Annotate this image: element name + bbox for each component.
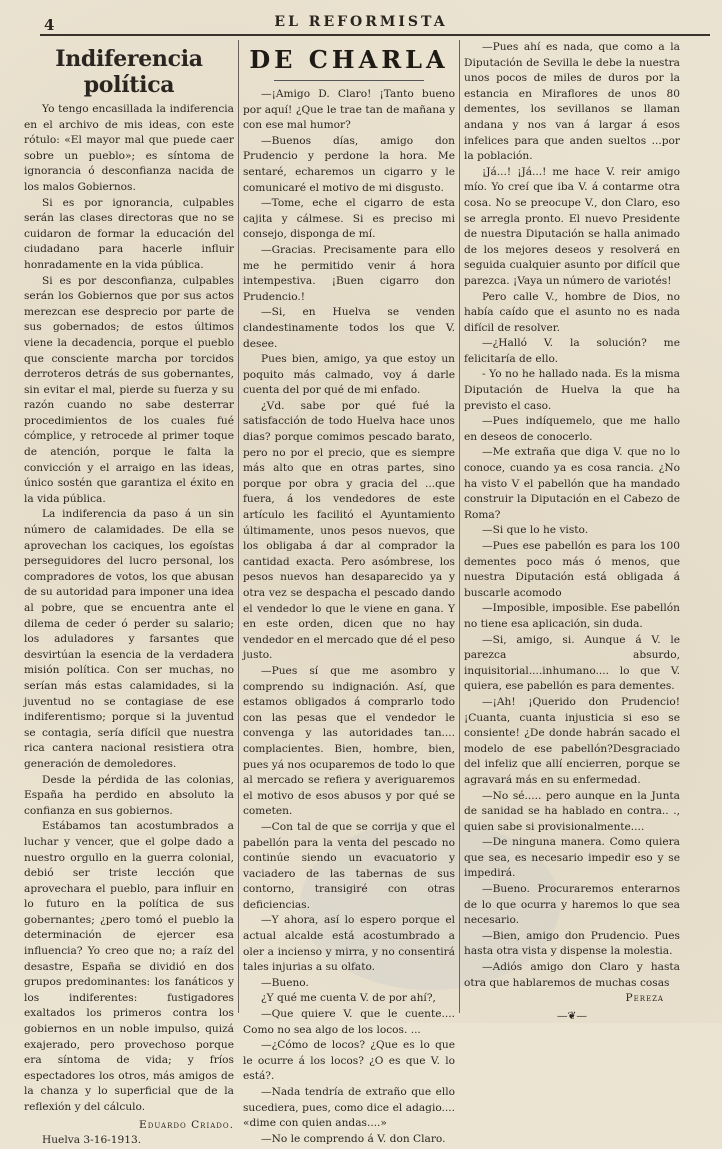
paragraph: —Con tal de que se corrija y que el pabellón para la venta del pescado no continúe siendo un evacuatorio y vaciadero de las tabernas de sus contorno, transigiré con otras deficiencias. xyxy=(243,820,455,911)
paragraph: —No le comprendo á V. don Claro. xyxy=(261,1132,446,1145)
paragraph: —Me extraña que diga V. que no lo conoce, cuando ya es cosa rancia. ¿No ha visto V el pabellón que ha mandado construir la Diputación en el Cabezo de Roma? xyxy=(464,446,680,521)
paragraph: —Pues indíquemelo, que me hallo en deseos de conocerlo. xyxy=(464,415,680,443)
paragraph: —Si, amigo, si. Aunque á V. le parezca absurdo, inquisitorial....inhumano.... lo que V. quiera, ese pabellón es para dementes. xyxy=(464,633,680,693)
paragraph: —Pues ahí es nada, que como a la Diputación de Sevilla le debe la nuestra unos pocos de miles de duros por la estancia en Miraflores de unos 80 dementes, los sevillanos se llaman andana y nos van á largar á esos infelices para que anden sueltos ...por la población. xyxy=(464,41,680,163)
ornament-dash: —❦— xyxy=(556,1009,588,1022)
paragraph: Si es por desconfianza, culpables serán los Gobiernos que por sus actos merezcan ese desprecio por parte de sus gobernados; de estos últimos viene la decadencia, porque el pueblo que consciente marcha por torcidos derroteros detrás de sus gobernantes, sin evitar el mal, pierde su fuerza y su razón cuando no sabe desterrar procedimientos de los cuales fué cómplice, y retrocede al primer toque de atención, porque le falta la convicción y el arraigo en las ideas, único sostén que garantiza el éxito en la vida pública. xyxy=(24,274,234,505)
paragraph: —¡Ah! ¡Querido don Prudencio! ¡Cuanta, cuanta injusticia si eso se consiente! ¿De donde habrán sacado el modelo de ese pabellón?Desgraciado del infeliz que allí encierren, porque se agravará más en su enfermedad. xyxy=(464,695,680,786)
paragraph: —No sé..... pero aunque en la Junta de sanidad se ha hablado en contra.. ., quien sabe si provisionalmente.... xyxy=(464,789,680,833)
paragraph: —¿Halló V. la solución? me felicitaría de ello. xyxy=(464,337,680,365)
paragraph: La indiferencia da paso á un sin número de calamidades. De ella se aprovechan los caciques, los egoístas perseguidores del lucro personal, los compradores de votos, los que abusan de su autoridad para imponer una idea al pobre, que se encuentra ante el dilema de ceder ó perder su salario; los aduladores y farsantes que desvirtúan la esencia de la verdadera misión política. Con ser muchas, no serían más estas calamidades, si la juventud no se contagiase de ese indiferentismo; porque si la juventud se contagia, sería difícil que nuestra rica cantera nacional resistiera otra generación de demoledores. xyxy=(24,508,234,770)
paragraph: —Nada tendría de extraño que ello sucediera, pues, como dice el adagio.... «dime con quien andas....» xyxy=(243,1086,455,1130)
paragraph: ¿Vd. sabe por qué fué la satisfacción de todo Huelva hace unos dias? porque comimos pescado barato, pero no por el precio, que es siempre más alto que en otras partes, sino porque por obra y gracia del ...que fuera, á los vendedores de este artículo les facilitó el Ayuntamiento últimamente, unos pesos nuevos, que los obligaba á dar al comprador la cantidad exacta. Pero asómbrese, los pesos nuevos han desaparecido ya y otra vez se despacha el pescado dando el vendedor lo que le viene en gana. Y en este orden, dicen que no hay vendedor en el mercado que dé el peso justo. xyxy=(243,399,455,662)
paragraph: —Gracias. Precisamente para ello me he permitido venir á hora intempestiva. ¡Buen cigarro don Prudencio.! xyxy=(243,243,455,303)
paragraph: —Buenos días, amigo don Prudencio y perdone la hora. Me sentaré, echaremos un cigarro y le comunicaré el motivo de mi disgusto. xyxy=(243,134,455,194)
paragraph: Pues bien, amigo, ya que estoy un poquito más calmado, voy á darle cuenta del por qué de mi enfado. xyxy=(243,353,455,397)
dateline: Huelva 3-16-1913. xyxy=(42,1134,142,1147)
paragraph: —De ninguna manera. Como quiera que sea, es necesario impedir eso y se impedirá. xyxy=(464,836,680,880)
paragraph: Estábamos tan acostumbrados a luchar y vencer, que el golpe dado a nuestro orgullo en la guerra colonial, debió ser triste lección que aprovechara el pueblo, para influir en lo futuro en la política de sus gobernantes; ¿pero tomó el pueblo la determinación de ejercer esa influencia? Yo creo que no; a raíz del desastre, España se dividió en dos grupos predominantes: los fanáticos y los indiferentes: fustigadores exaltados los primeros contra los gobiernos en un noble impulso, quizá exajerado, pero provechoso porque era síntoma de vida; y fríos espectadores los otros, más amigos de la chanza y lo superficial que de la reflexión y del cálculo. xyxy=(24,820,234,1113)
paragraph: —Bueno. xyxy=(261,976,309,989)
paragraph: —Si que lo he visto. xyxy=(482,524,589,537)
paragraph: Si es por ignorancia, culpables serán las clases directoras que no se cuidaron de formar la educación del ciudadano para hacerle influir honradamente en la vida pública. xyxy=(24,196,234,271)
paragraph: —Imposible, imposible. Ese pabellón no tiene esa aplicación, sin duda. xyxy=(464,602,680,630)
paragraph: Desde la pérdida de las colonias, España ha perdido en absoluto la confianza en sus gobiernos. xyxy=(24,773,234,817)
page-number: 4 xyxy=(44,16,55,34)
paragraph: Pero calle V., hombre de Dios, no había caído que el asunto no es nada difícil de resolver. xyxy=(464,290,680,334)
column-divider xyxy=(459,40,460,1013)
column-divider xyxy=(238,40,239,1013)
paragraph: —¿Cómo de locos? ¿Que es lo que le ocurre á los locos? ¿O es que V. lo está?. xyxy=(243,1039,455,1083)
paragraph: —Pues ese pabellón es para los 100 dementes poco más ó menos, que nuestra Diputación está obligada á buscarle acomodo xyxy=(464,540,680,599)
column-left xyxy=(24,40,234,1147)
paragraph: ¿Y qué me cuenta V. de por ahí?, xyxy=(261,992,436,1005)
column-middle xyxy=(243,40,455,1145)
header-rule xyxy=(40,34,710,36)
article-title-indiferencia: Indiferencia política xyxy=(55,46,203,98)
paragraph: —Bien, amigo don Prudencio. Pues hasta otra vista y dispense la molestia. xyxy=(464,929,680,958)
paragraph: - Yo no he hallado nada. Es la misma Diputación de Huelva la que ha previsto el caso. xyxy=(464,368,680,412)
paragraph: —Bueno. Procuraremos enterarnos de lo que ocurra y haremos lo que sea necesario. xyxy=(464,883,680,927)
paragraph: —¡Amigo D. Claro! ¡Tanto bueno por aquí! ¿Que le trae tan de mañana y con ese mal humor? xyxy=(243,88,455,132)
paragraph: —Adiós amigo don Claro y hasta otra que hablaremos de muchas cosas xyxy=(464,961,680,989)
title-underline xyxy=(274,80,424,81)
paragraph: —Que quiere V. que le cuente.... Como no sea algo de los locos. ... xyxy=(243,1008,455,1036)
author-signature: Pereza xyxy=(625,992,664,1005)
paragraph: ¡Já...! ¡Já...! me hace V. reir amigo mío. Yo creí que iba V. á contarme otra cosa. No se preocupe V., don Claro, eso se arregla pronto. El nuevo Presidente de nuestra Diputación se halla animado de los mejores deseos y resolverá en seguida cualquier asunto por difícil que parezca. ¡Vaya un número de variotés! xyxy=(464,165,680,287)
paragraph: —Pues sí que me asombro y comprendo su indignación. Así, que estamos obligados á comprarlo todo con las pesas que el vendedor le convenga y las autoridades tan.... complacientes. Bien, hombre, bien, pues yá nos ocuparemos de todo lo que al mercado se refiera y averiguaremos el motivo de esos abusos y por qué se cometen. xyxy=(243,664,455,818)
newspaper-masthead: EL REFORMISTA xyxy=(274,14,448,30)
paragraph: —Tome, eche el cigarro de esta cajita y cálmese. Si es preciso mi consejo, disponga de mí. xyxy=(243,197,455,241)
paragraph: —Y ahora, así lo espero porque el actual alcalde está acostumbrado a oler a incienso y mirra, y no consentirá tales injurias a su olfato. xyxy=(243,914,455,974)
paragraph: Yo tengo encasillada la indiferencia en el archivo de mis ideas, con este rótulo: «El mayor mal que puede caer sobre un pueblo»; es síntoma de ignorancia ó desconfianza nacida de los malos Gobiernos. xyxy=(24,103,234,193)
paragraph: —Si, en Huelva se venden clandestinamente todos los que V. desee. xyxy=(243,306,455,350)
column-right xyxy=(464,40,680,1022)
article-title-de-charla: DE CHARLA xyxy=(249,45,449,74)
author-signature: Eduardo Criado. xyxy=(139,1118,234,1131)
